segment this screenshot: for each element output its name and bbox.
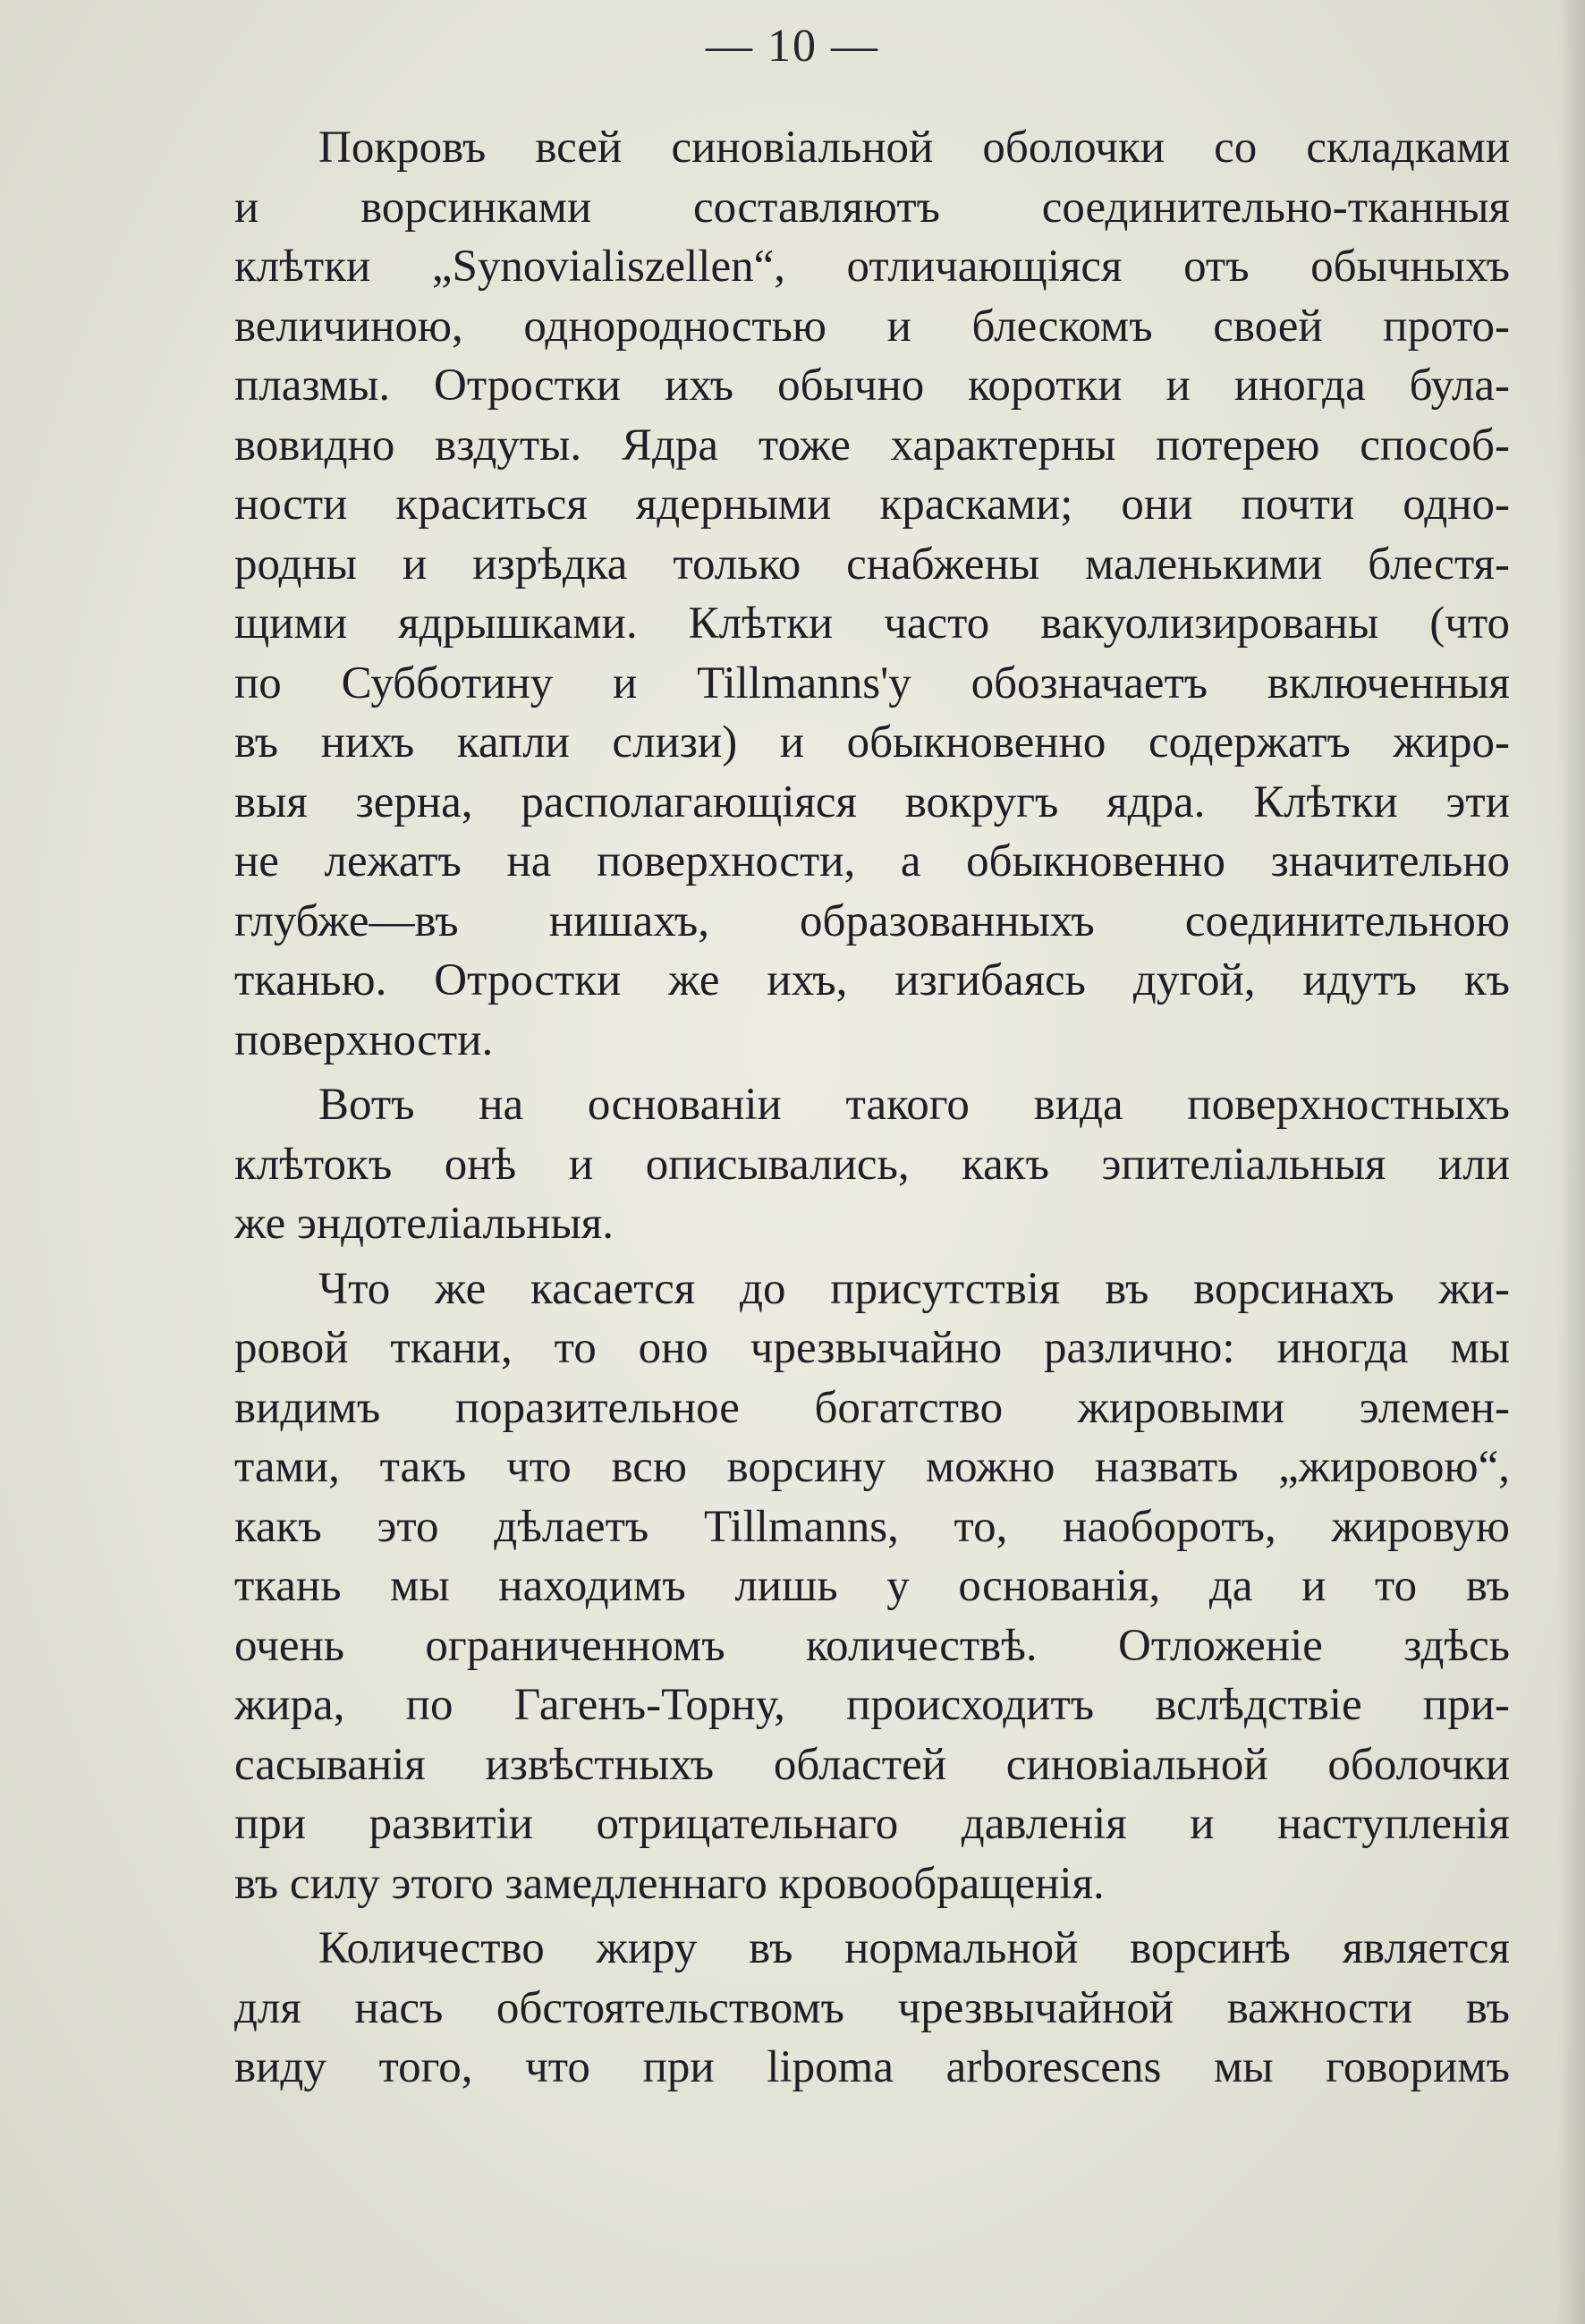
text-line: виду того, что при lipoma arborescens мы говоримъ [234, 2042, 1510, 2092]
text-line: въ силу этого замедленнаго кровообращенія. [234, 1858, 1105, 1909]
page-number: — 10 — [706, 21, 879, 72]
text-line: клѣтокъ онѣ и описывались, какъ эпителіальныя или [234, 1139, 1510, 1190]
paragraph-3 [234, 1260, 1510, 1914]
text-line: жира, по Гагенъ-Торну, происходитъ вслѣдствіе при- [234, 1680, 1510, 1730]
text-line: Что же касается до присутствія въ ворсинахъ жи- [318, 1263, 1510, 1314]
text-line: выя зерна, располагающіяся вокругъ ядра. Клѣтки эти [234, 776, 1510, 827]
text-line: какъ это дѣлаетъ Tillmanns, то, наоборотъ, жировую [234, 1501, 1510, 1552]
text-line: клѣтки „Synovialiszellen“, отличающіяся отъ обычныхъ [234, 242, 1510, 292]
text-line: глубже—въ нишахъ, образованныхъ соединительною [234, 895, 1510, 946]
text-line: тами, такъ что всю ворсину можно назвать „жировою“, [234, 1442, 1510, 1492]
text-line: по Субботину и Tillmanns'у обозначаетъ включенныя [234, 657, 1510, 708]
text-line: Покровъ всей синовіальной оболочки со складками [318, 123, 1510, 173]
text-line: ности краситься ядерными красками; они почти одно- [234, 479, 1510, 530]
text-line: ровой ткани, то оно чрезвычайно различно: иногда мы [234, 1323, 1510, 1373]
text-line: и ворсинками составляютъ соединительно-тканныя [234, 182, 1510, 233]
text-line: плазмы. Отростки ихъ обычно коротки и иногда була- [234, 360, 1510, 411]
text-line: Вотъ на основаніи такого вида поверхностныхъ [318, 1080, 1510, 1130]
text-line: видимъ поразительное богатство жировыми элемен- [234, 1382, 1510, 1433]
text-line: родны и изрѣдка только снабжены маленькими блестя- [234, 539, 1510, 589]
text-line: величиною, однородностью и блескомъ своей прото- [234, 301, 1510, 352]
paragraph-2 [234, 1075, 1510, 1254]
text-line: щими ядрышками. Клѣтки часто вакуолизированы (что [234, 598, 1510, 649]
text-line: не лежатъ на поверхности, а обыкновенно значительно [234, 836, 1510, 886]
paragraph-4 [234, 1919, 1510, 2098]
body-text [234, 118, 1510, 2103]
text-line: для насъ обстоятельствомъ чрезвычайной важности въ [234, 1982, 1510, 2033]
text-line: Количество жиру въ нормальной ворсинѣ является [318, 1923, 1510, 1973]
text-line: поверхности. [234, 1014, 494, 1065]
text-line: при развитіи отрицательнаго давленія и наступленія [234, 1799, 1510, 1849]
page-edge-shadow [1558, 0, 1585, 2324]
text-line: вовидно вздуты. Ядра тоже характерны потерею способ- [234, 420, 1510, 471]
text-line: сасыванія извѣстныхъ областей синовіальной оболочки [234, 1739, 1510, 1790]
paragraph-1 [234, 118, 1510, 1070]
text-line: же эндотеліальныя. [234, 1199, 615, 1249]
text-line: въ нихъ капли слизи) и обыкновенно содержатъ жиро- [234, 717, 1510, 768]
text-line: тканью. Отростки же ихъ, изгибаясь дугой, идутъ къ [234, 955, 1510, 1005]
text-line: очень ограниченномъ количествѣ. Отложеніе здѣсь [234, 1620, 1510, 1671]
text-line: ткань мы находимъ лишь у основанія, да и то въ [234, 1561, 1510, 1611]
